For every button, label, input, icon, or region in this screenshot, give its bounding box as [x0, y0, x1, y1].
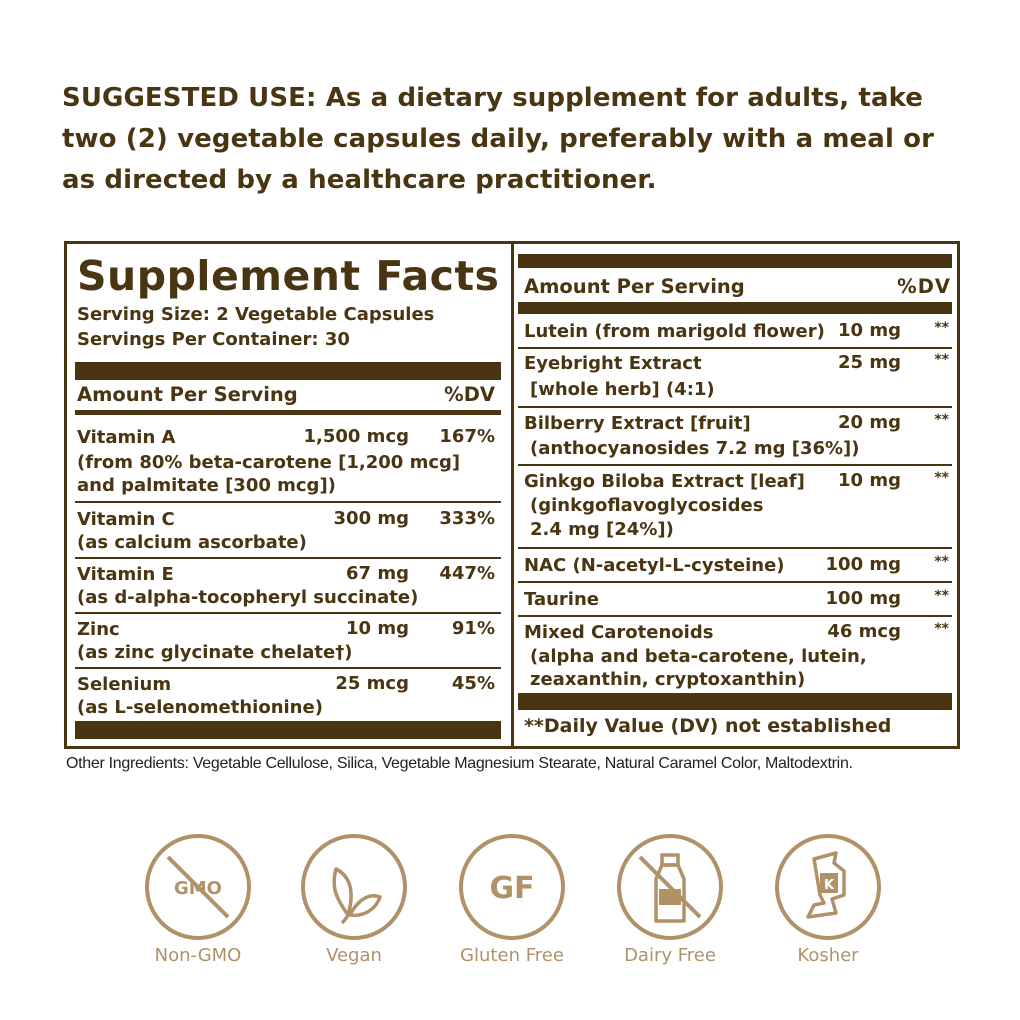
nutrient-dv: **: [934, 588, 949, 604]
badge-label-gluten-free: Gluten Free: [460, 945, 564, 966]
nutrient-dv: 45%: [451, 673, 495, 694]
divider-bar: [518, 693, 952, 710]
other-ingredients: Other Ingredients: Vegetable Cellulose, Silica, Vegetable Magnesium Stearate, Natural Caramel Color, Maltodextrin.: [66, 755, 853, 772]
header-amount: Amount Per Serving: [524, 275, 745, 298]
gmo-text: GMO: [174, 878, 222, 899]
nutrient-dv: **: [934, 412, 949, 428]
facts-left-column: [67, 244, 509, 746]
nutrient-amount: 25 mcg: [335, 673, 409, 694]
divider-bar: [75, 410, 501, 415]
divider-bar: [75, 362, 501, 380]
divider-bar: [518, 254, 952, 268]
nutrient-name: Lutein (from marigold flower): [524, 321, 825, 342]
divider-bar: [75, 721, 501, 739]
nutrient-name: Mixed Carotenoids: [524, 622, 714, 643]
badge-label-non-gmo: Non-GMO: [154, 945, 242, 966]
suggested-use: [62, 78, 962, 201]
header-dv: %DV: [897, 275, 951, 298]
nutrient-sub: (anthocyanosides 7.2 mg [36%]): [530, 438, 860, 459]
nutrient-sub: [whole herb] (4:1): [530, 379, 715, 400]
nutrient-amount: 46 mcg: [827, 621, 901, 642]
nutrient-name: Vitamin A: [77, 427, 176, 448]
nutrient-dv: 447%: [439, 563, 495, 584]
nutrient-name: Selenium: [77, 674, 172, 695]
row-divider: [518, 347, 952, 349]
badge-label-vegan: Vegan: [326, 945, 382, 966]
badge-label-dairy-free: Dairy Free: [624, 945, 716, 966]
serving-size: Serving Size: 2 Vegetable Capsules: [77, 304, 435, 325]
row-divider: [75, 557, 501, 559]
row-divider: [518, 464, 952, 466]
dv-footnote: **Daily Value (DV) not established: [524, 715, 892, 737]
nutrient-sub: (as zinc glycinate chelate†): [77, 642, 353, 663]
kosher-k-text: K: [823, 878, 835, 893]
nutrient-sub: (as d-alpha-tocopheryl succinate): [77, 587, 419, 608]
suggested-use-text: As a dietary supplement for adults, take two (2) vegetable capsules daily, preferably with a meal or as directed by a healthcare practitioner.: [62, 83, 934, 195]
nutrient-sub: (as L-selenomethionine): [77, 697, 323, 718]
divider-bar: [518, 302, 952, 314]
vegan-leaf-icon: [300, 833, 408, 941]
nutrient-name: Taurine: [524, 589, 599, 610]
row-divider: [75, 667, 501, 669]
nutrient-amount: 1,500 mcg: [303, 426, 409, 447]
nutrient-amount: 300 mg: [333, 508, 409, 529]
header-amount: Amount Per Serving: [77, 383, 298, 406]
nutrient-dv: **: [934, 554, 949, 570]
nutrient-amount: 10 mg: [838, 470, 901, 491]
suggested-use-label: SUGGESTED USE:: [62, 83, 317, 113]
header-dv: %DV: [444, 383, 495, 406]
nutrient-name: Ginkgo Biloba Extract [leaf]: [524, 471, 805, 492]
row-divider: [518, 615, 952, 617]
row-divider: [75, 612, 501, 614]
nutrient-name: Eyebright Extract: [524, 353, 702, 374]
gluten-free-icon: [458, 833, 566, 941]
nutrient-dv: 167%: [439, 426, 495, 447]
nutrient-sub: (alpha and beta-carotene, lutein,: [530, 646, 867, 667]
nutrient-amount: 100 mg: [825, 588, 901, 609]
kosher-icon: [774, 833, 882, 941]
column-divider: [511, 244, 514, 746]
facts-right-column: [518, 244, 957, 746]
nutrient-amount: 100 mg: [825, 554, 901, 575]
facts-title: Supplement Facts: [77, 252, 500, 300]
nutrient-amount: 10 mg: [838, 320, 901, 341]
nutrient-sub: (ginkgoflavoglycosides: [530, 495, 764, 516]
nutrient-sub: and palmitate [300 mcg]): [77, 475, 336, 496]
nutrient-sub: zeaxanthin, cryptoxanthin): [530, 669, 806, 690]
nutrient-amount: 25 mg: [838, 352, 901, 373]
nutrient-amount: 20 mg: [838, 412, 901, 433]
non-gmo-icon: [144, 833, 252, 941]
nutrient-name: Vitamin C: [77, 509, 175, 530]
servings-per-container: Servings Per Container: 30: [77, 329, 350, 350]
nutrient-dv: 91%: [451, 618, 495, 639]
row-divider: [75, 501, 501, 503]
nutrient-dv: **: [934, 352, 949, 368]
nutrient-amount: 67 mg: [346, 563, 409, 584]
badge-label-kosher: Kosher: [797, 945, 859, 966]
nutrient-sub: 2.4 mg [24%]): [530, 519, 674, 540]
row-divider: [518, 406, 952, 408]
nutrient-name: Vitamin E: [77, 564, 174, 585]
nutrient-dv: **: [934, 320, 949, 336]
row-divider: [518, 581, 952, 583]
nutrient-name: NAC (N-acetyl-L-cysteine): [524, 555, 785, 576]
nutrient-dv: **: [934, 470, 949, 486]
nutrient-dv: 333%: [439, 508, 495, 529]
nutrient-sub: (from 80% beta-carotene [1,200 mcg]: [77, 452, 461, 473]
nutrient-sub: (as calcium ascorbate): [77, 532, 307, 553]
nutrient-name: Bilberry Extract [fruit]: [524, 413, 751, 434]
dairy-free-icon: [616, 833, 724, 941]
nutrient-name: Zinc: [77, 619, 120, 640]
nutrient-dv: **: [934, 621, 949, 637]
gf-text: GF: [489, 871, 535, 906]
nutrient-amount: 10 mg: [346, 618, 409, 639]
row-divider: [518, 547, 952, 549]
supplement-facts-panel: [64, 241, 960, 749]
